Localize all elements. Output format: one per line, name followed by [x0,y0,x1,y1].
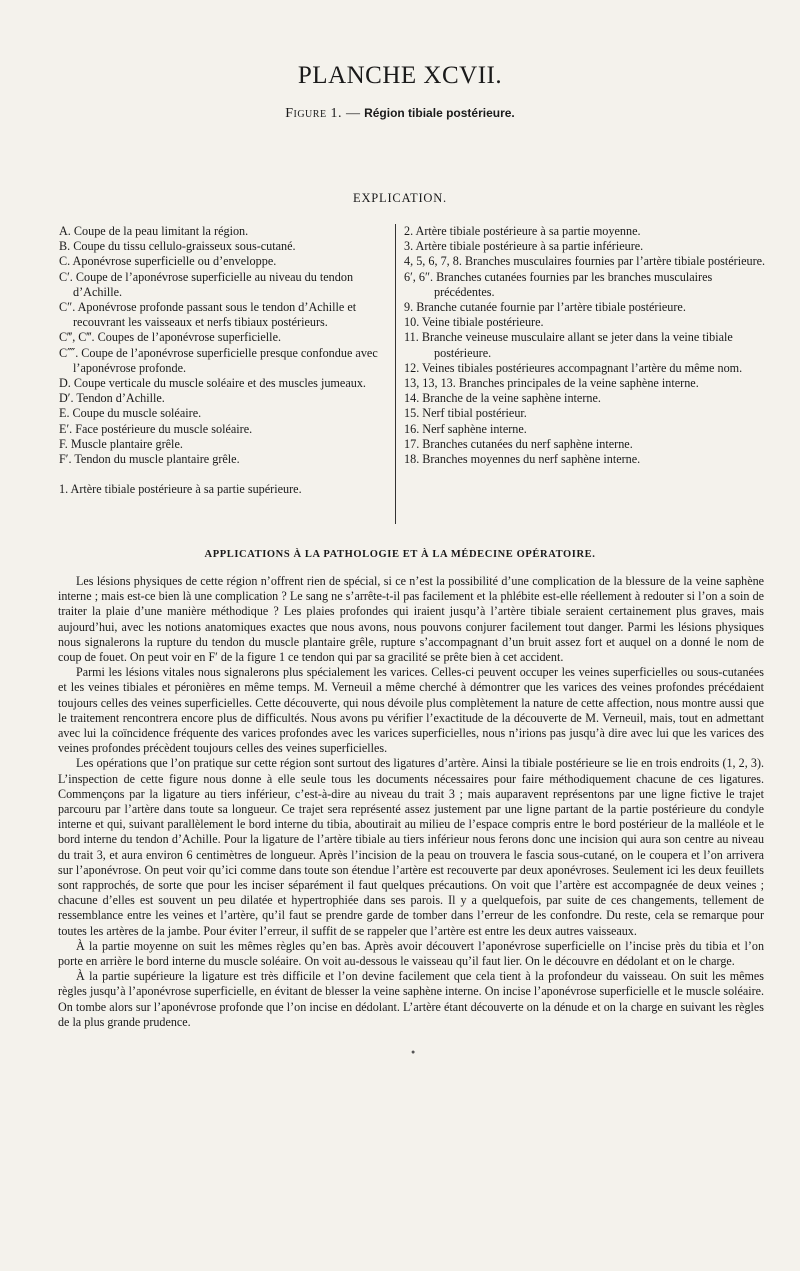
legend-item: D. Coupe verticale du muscle soléaire et des muscles jumeaux. [59,376,366,391]
legend-item: 2. Artère tibiale postérieure à sa partie moyenne. [404,224,641,238]
plate-title: PLANCHE XCVII. [297,62,503,89]
legend-item: 1. Artère tibiale postérieure à sa partie supérieure. [59,482,302,497]
legend-item: 14. Branche de la veine saphène interne. [404,391,601,406]
legend-item: A. Coupe de la peau limitant la région. [59,224,249,238]
legend-item: 6′, 6″. Branches cutanées fournies par les branches musculaires précédentes. [404,269,713,299]
legend-item: 4, 5, 6, 7, 8. Branches musculaires fournies par l’artère tibiale postérieure. [404,254,766,269]
body-paragraph: À la partie supérieure la ligature est très difficile et l’on devine facilement que cela tient à la profondeur du vaisseau. On suit les mêmes règles jusqu’à l’aponévrose superficielle, en évitant de blesser la veine saphène interne. On incise l’aponévrose superficielle et le muscle soléaire. On tombe alors sur l’aponévrose profonde que l’on incise en dédolant. L’artère étant découverte on la dénude et on la charge en suivant les règles de la plus grande prudence. [58,969,764,1029]
ornament-dot-icon: ● [411,1048,416,1056]
legend-item: C′. Coupe de l’aponévrose superficielle au niveau du tendon d’Achille. [59,269,354,299]
figure-label: Figure 1. — [285,106,361,121]
legend-item: F′. Tendon du muscle plantaire grêle. [59,452,240,467]
legend-item: 16. Nerf saphène interne. [404,421,527,436]
legend-item: 3. Artère tibiale postérieure à sa partie inférieure. [404,239,644,254]
figure-caption [0,106,800,122]
legend-item: C⁗. Coupe de l’aponévrose superficielle presque confondue avec l’aponévrose profonde. [59,345,378,375]
legend-right-column [395,224,766,524]
legend-item: C″. Aponévrose profonde passant sous le tendon d’Achille et recouvrant les vaisseaux et nerfs tibiaux postérieurs. [59,300,357,330]
legend-item: 13, 13, 13. Branches principales de la veine saphène interne. [404,376,699,391]
legend-item: 18. Branches moyennes du nerf saphène interne. [404,452,641,467]
legend-left-column [59,224,381,497]
body-paragraph: Parmi les lésions vitales nous signalerons plus spécialement les varices. Celles-ci peuvent occuper les veines superficielles ou sous-cutanées et les veines tibiales et péronières en même temps. M. Verneuil a même cherché à démontrer que les varices des veines profondes précédaient toujours celles des veines superficielles. Cette découverte, qui nous dévoile plus complètement la nature de cette affection, nous montre aussi que le traitement rencontrera encore plus de difficultés. Nous avons pu vérifier l’exactitude de la découverte de M. Verneuil, mais, tout en admettant avec lui la coïncidence fréquente des varices profondes avec les varices superficielles, nous n’irions pas jusqu’à dire avec lui que les varices des veines profondes précèdent toujours celles des veines superficielles. [58,665,764,756]
legend-item: 17. Branches cutanées du nerf saphène interne. [404,436,633,451]
legend-item: D′. Tendon d’Achille. [59,391,165,406]
legend-item: E. Coupe du muscle soléaire. [59,406,202,421]
applications-body [58,574,764,1030]
legend-item: 9. Branche cutanée fournie par l’artère tibiale postérieure. [404,300,686,315]
body-paragraph: À la partie moyenne on suit les mêmes règles qu’en bas. Après avoir découvert l’aponévrose superficielle on l’incise près du tibia et l’on porte en arrière le bord interne du muscle soléaire. On voit au-dessous le vaisseau qu’il faut lier. On le découvre en dédolant et on le charge. [58,938,764,969]
legend-item: 12. Veines tibiales postérieures accompagnant l’artère du même nom. [404,360,743,375]
legend-item: B. Coupe du tissu cellulo-graisseux sous-cutané. [59,239,296,254]
body-paragraph: Les lésions physiques de cette région n’offrent rien de spécial, si ce n’est la possibilité d’une complication de la blessure de la veine saphène interne ; mais est-ce bien là une complication ? Le sang ne s’arrête-t-il pas facilement et la phlébite est-elle réellement à redouter si l’on a soin de traiter la plaie d’une manière méthodique ? Les plaies profondes qui iraient jusqu’à l’artère tibiale seraient certainement plus graves, mais aujourd’hui, avec les notions anatomiques exactes que nous avons, nous pouvons conjurer facilement tout danger. Parmi les lésions physiques nous signalerons la rupture du tendon du muscle plantaire grêle, rupture s’accompagnant d’un bruit assez fort et auquel on a donné le nom de coup de fouet. On peut voir en F′ de la figure 1 ce tendon qui par sa gracilité se prête bien à cet accident. [58,574,764,665]
legend-item: C. Aponévrose superficielle ou d’enveloppe. [59,254,277,269]
legend-item: F. Muscle plantaire grêle. [59,436,183,451]
legend-item: 11. Branche veineuse musculaire allant se jeter dans la veine tibiale postérieure. [404,330,733,360]
figure-region: Région tibiale postérieure. [364,106,515,120]
legend-item: 10. Veine tibiale postérieure. [404,315,544,330]
legend-item: E′. Face postérieure du muscle soléaire. [59,421,253,436]
legend-gap [59,467,381,482]
explication-heading: EXPLICATION. [353,191,447,205]
legend-item: 15. Nerf tibial postérieur. [404,406,527,421]
body-paragraph: Les opérations que l’on pratique sur cette région sont surtout des ligatures d’artère. Ainsi la tibiale postérieure se lie en trois endroits (1, 2, 3). L’inspection de cette figure nous donne à elle seule tous les documents nécessaires pour faire méthodiquement chacune de ces ligatures. Commençons par la ligature au tiers inférieur, c’est-à-dire au niveau du trait 3 ; mais auparavent représentons par une ligne fictive le trajet parcouru par l’artère dans toute sa longueur. Ce trajet sera représenté assez justement par une ligne partant de la partie postérieure du condyle interne et qui, suivant parallèlement le bord interne du tibia, aboutirait au milieu de l’espace compris entre le bord postérieur de la malléole et le bord interne du tendon d’Achille. Pour la ligature de l’artère tibiale au tiers inférieur nous ferons donc une incision qui aura son centre au niveau du trait 3, et aura environ 6 centimètres de longueur. Après l’incision de la peau on trouvera le fascia sous-cutané, on le coupera et l’on arrivera sur l’aponévrose. On peut voir qu’ici comme dans toute son étendue l’artère est recouverte par deux aponévroses. Seulement ici les deux feuillets sont rapprochés, de sorte que pour les inciser séparément il faut quelques précautions. On voit que l’artère est accompagnée de deux veines ; chacune d’elles est souvent un peu dilatée et hypertrophiée dans ses parois. Il y a quelquefois, par suite de ces changements, tellement de ressemblance entre les veines et l’artère, qu’il faut se prendre garde de tomber dans l’erreur de les confondre. Du reste, cela se remarque pour toutes les artères de la jambe. Pour éviter l’erreur, il suffit de se rappeler que l’artère est entre les deux autres vaisseaux. [58,756,764,938]
legend-item: C‴, C‴. Coupes de l’aponévrose superficielle. [59,330,282,345]
applications-heading: APPLICATIONS À LA PATHOLOGIE ET À LA MÉDECINE OPÉRATOIRE. [204,549,596,560]
